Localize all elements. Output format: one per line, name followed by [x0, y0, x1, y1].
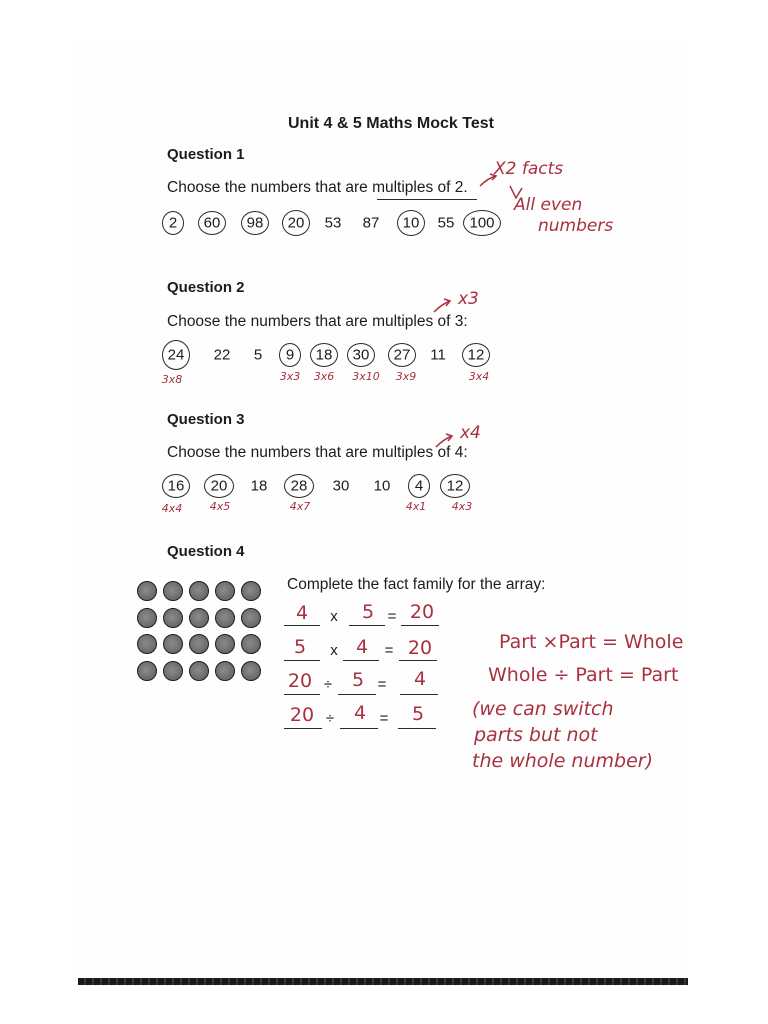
eq3-operator: ÷ — [323, 676, 333, 693]
eq4-operator: ÷ — [325, 710, 335, 727]
q1-number-8: 55 — [437, 214, 455, 232]
q1-prompt: Choose the numbers that are multiples of 2. — [167, 179, 468, 196]
eq1-result: 20 — [409, 601, 435, 623]
note-line-2: Whole ÷ Part = Part — [488, 664, 679, 686]
array-dot — [137, 661, 157, 681]
q2-number-1: 24 — [167, 346, 185, 364]
q3-arrow-icon — [434, 431, 460, 451]
eq4-quotient: 5 — [411, 703, 425, 725]
array-dot — [241, 634, 261, 654]
array-dot — [163, 581, 183, 601]
eq4-blank-b — [340, 728, 378, 729]
array-dot — [163, 634, 183, 654]
eq2-blank-c — [399, 660, 437, 661]
eq3-blank-b — [338, 694, 376, 695]
eq1-blank-c — [401, 625, 439, 626]
q3-fact-1: 4x4 — [161, 502, 183, 515]
q3-number-8: 12 — [446, 477, 464, 495]
array-dot — [163, 608, 183, 628]
q2-prompt: Choose the numbers that are multiples of 3: — [167, 313, 468, 330]
array-dot — [137, 634, 157, 654]
eq2-blank-b — [343, 660, 379, 661]
q1-number-7: 10 — [402, 214, 420, 232]
q2-fact-2: 3x3 — [279, 370, 301, 383]
q1-number-5: 53 — [324, 214, 342, 232]
q2-number-9: 12 — [467, 346, 485, 364]
q3-number-7: 4 — [414, 477, 424, 495]
array-dot — [241, 581, 261, 601]
q3-number-2: 20 — [210, 477, 228, 495]
eq3-equals: = — [377, 676, 387, 693]
eq2-operator: x — [330, 642, 338, 659]
eq3-blank-a — [284, 694, 320, 695]
eq2-factor-b: 4 — [355, 636, 369, 658]
eq3-dividend: 20 — [287, 670, 313, 692]
page-bottom-edge — [78, 978, 688, 985]
q2-fact-5: 3x9 — [395, 370, 417, 383]
q3-heading: Question 3 — [167, 411, 245, 428]
q2-fact-4: 3x10 — [352, 370, 380, 383]
eq4-blank-c — [398, 728, 436, 729]
q1-number-9: 100 — [469, 214, 495, 232]
array-dot — [215, 661, 235, 681]
q1-prompt-underline — [377, 199, 477, 200]
eq2-factor-a: 5 — [293, 636, 307, 658]
array-dot — [215, 608, 235, 628]
q2-annotation: x3 — [458, 289, 479, 309]
eq4-equals: = — [379, 710, 389, 727]
array-dot — [189, 581, 209, 601]
eq2-result: 20 — [407, 637, 433, 659]
q4-heading: Question 4 — [167, 543, 245, 560]
array-dot — [189, 634, 209, 654]
array-dot — [189, 661, 209, 681]
q3-number-3: 18 — [250, 477, 268, 495]
eq3-blank-c — [400, 694, 438, 695]
q1-annotation-facts: X2 facts — [494, 159, 564, 179]
q4-prompt: Complete the fact family for the array: — [287, 576, 546, 593]
eq1-blank-a — [284, 625, 320, 626]
eq4-dividend: 20 — [289, 704, 315, 726]
array-dot — [215, 634, 235, 654]
q2-fact-3: 3x6 — [313, 370, 335, 383]
note-line-3: (we can switch — [472, 698, 614, 720]
q3-fact-3: 4x7 — [289, 500, 311, 513]
q3-fact-5: 4x3 — [451, 500, 473, 513]
note-line-4: parts but not — [474, 724, 598, 746]
q1-number-1: 2 — [168, 214, 178, 232]
q1-annotation-numbers: numbers — [538, 216, 614, 236]
q3-annotation: x4 — [460, 423, 481, 443]
q2-number-8: 11 — [430, 346, 446, 364]
q1-number-3: 98 — [246, 214, 264, 232]
q1-number-6: 87 — [362, 214, 380, 232]
q2-number-2: 22 — [213, 346, 231, 364]
eq1-equals: = — [387, 608, 397, 625]
note-line-5: the whole number) — [472, 750, 654, 772]
q3-number-6: 10 — [373, 477, 391, 495]
array-dot — [241, 608, 261, 628]
q2-heading: Question 2 — [167, 279, 245, 296]
note-line-1: Part ×Part = Whole — [499, 631, 684, 653]
q1-number-4: 20 — [287, 214, 305, 232]
array-dot — [189, 608, 209, 628]
eq4-divisor: 4 — [353, 702, 367, 724]
eq2-equals: = — [384, 642, 394, 659]
eq2-blank-a — [284, 660, 320, 661]
q3-prompt: Choose the numbers that are multiples of 4: — [167, 444, 468, 461]
q2-number-5: 18 — [315, 346, 333, 364]
eq1-factor-b: 5 — [361, 601, 375, 623]
q2-fact-1: 3x8 — [161, 373, 183, 386]
array-dot — [241, 661, 261, 681]
eq3-divisor: 5 — [351, 669, 365, 691]
array-dot — [137, 581, 157, 601]
q1-annotation-all-even: All even — [514, 195, 583, 215]
array-dot — [215, 581, 235, 601]
eq1-factor-a: 4 — [295, 602, 309, 624]
q3-number-5: 30 — [332, 477, 350, 495]
q2-fact-6: 3x4 — [468, 370, 490, 383]
q1-heading: Question 1 — [167, 146, 245, 163]
eq4-blank-a — [284, 728, 322, 729]
q2-number-7: 27 — [393, 346, 411, 364]
eq1-blank-b — [349, 625, 385, 626]
page-title: Unit 4 & 5 Maths Mock Test — [288, 115, 494, 132]
array-dot — [137, 608, 157, 628]
q2-number-6: 30 — [352, 346, 370, 364]
q1-number-2: 60 — [203, 214, 221, 232]
q3-fact-4: 4x1 — [405, 500, 427, 513]
q2-arrow-icon — [432, 296, 458, 316]
q3-number-1: 16 — [167, 477, 185, 495]
q2-number-4: 9 — [285, 346, 295, 364]
q3-fact-2: 4x5 — [209, 500, 231, 513]
eq3-quotient: 4 — [413, 668, 427, 690]
q3-number-4: 28 — [290, 477, 308, 495]
eq1-operator: x — [330, 608, 338, 625]
q2-number-3: 5 — [253, 346, 263, 364]
array-dot — [163, 661, 183, 681]
